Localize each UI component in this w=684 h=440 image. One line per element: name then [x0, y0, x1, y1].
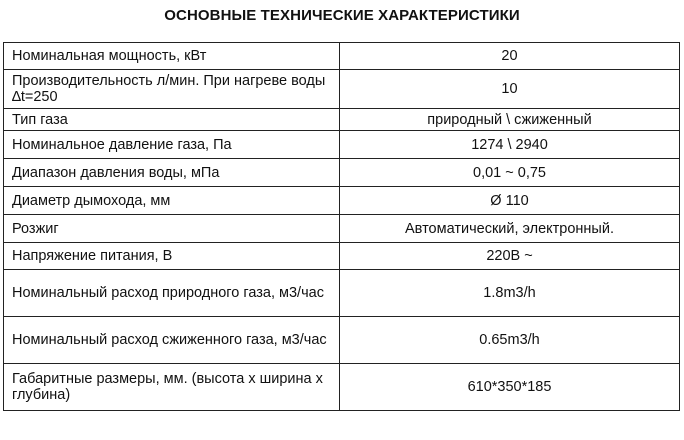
specs-table — [3, 42, 680, 411]
param-cell: Габаритные размеры, мм. (высота х ширина х глубина) — [4, 364, 340, 411]
table-row — [4, 215, 680, 243]
table-row — [4, 317, 680, 364]
value-cell: Ø 110 — [340, 187, 680, 215]
value-cell: 20 — [340, 43, 680, 70]
table-row — [4, 159, 680, 187]
table-row — [4, 43, 680, 70]
param-cell: Номинальный расход природного газа, м3/час — [4, 270, 340, 317]
page-title: ОСНОВНЫЕ ТЕХНИЧЕСКИЕ ХАРАКТЕРИСТИКИ — [164, 7, 520, 24]
value-cell: 220В ~ — [340, 243, 680, 270]
table-row — [4, 187, 680, 215]
value-cell: 1.8m3/h — [340, 270, 680, 317]
param-cell: Номинальная мощность, кВт — [4, 43, 340, 70]
param-cell: Диаметр дымохода, мм — [4, 187, 340, 215]
table-row — [4, 270, 680, 317]
param-cell: Диапазон давления воды, мПа — [4, 159, 340, 187]
table-row — [4, 364, 680, 411]
value-cell: Автоматический, электронный. — [340, 215, 680, 243]
table-row — [4, 70, 680, 109]
value-cell: 0.65m3/h — [340, 317, 680, 364]
table-row — [4, 109, 680, 131]
value-cell: 0,01 ~ 0,75 — [340, 159, 680, 187]
param-cell: Номинальный расход сжиженного газа, м3/час — [4, 317, 340, 364]
param-cell: Тип газа — [4, 109, 340, 131]
value-cell: 610*350*185 — [340, 364, 680, 411]
value-cell: 1274 \ 2940 — [340, 131, 680, 159]
param-cell: Напряжение питания, В — [4, 243, 340, 270]
param-cell: Розжиг — [4, 215, 340, 243]
table-row — [4, 243, 680, 270]
value-cell: природный \ сжиженный — [340, 109, 680, 131]
table-row — [4, 131, 680, 159]
param-cell: Производительность л/мин. При нагреве воды ∆t=250 — [4, 70, 340, 109]
param-cell: Номинальное давление газа, Па — [4, 131, 340, 159]
value-cell: 10 — [340, 70, 680, 109]
